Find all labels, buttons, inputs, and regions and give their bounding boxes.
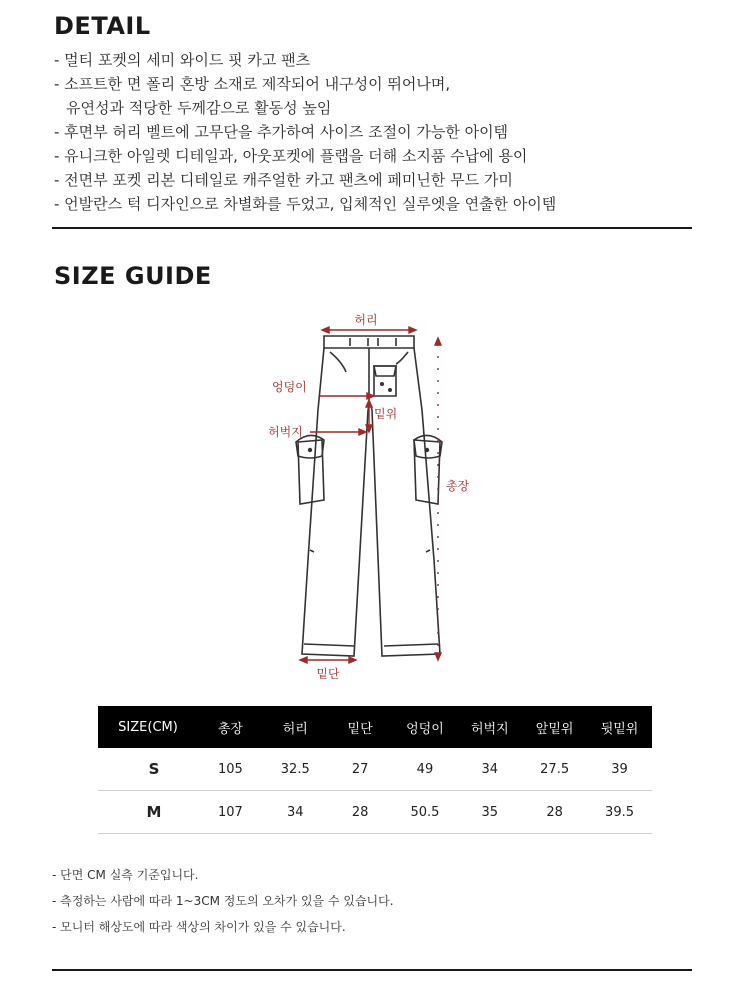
table-row (98, 748, 652, 791)
detail-list (54, 48, 556, 216)
hem-label: 밑단 (316, 667, 340, 681)
header-cell: 허벅지 (457, 706, 522, 748)
value-cell: 32.5 (263, 748, 328, 791)
note-line: - 측정하는 사람에 따라 1~3CM 정도의 오차가 있을 수 있습니다. (52, 894, 394, 908)
arrowhead (359, 429, 366, 435)
size-cell: S (98, 748, 198, 791)
header-cell: 밑단 (328, 706, 393, 748)
header-cell: SIZE(CM) (98, 706, 198, 748)
header-cell: 총장 (198, 706, 263, 748)
size-table-header-row (98, 706, 652, 748)
size-notes (52, 862, 394, 940)
header-cell: 앞밑위 (522, 706, 587, 748)
arrowhead (349, 657, 356, 663)
value-cell: 105 (198, 748, 263, 791)
value-cell: 50.5 (393, 791, 458, 834)
detail-line: - 언발란스 턱 디자인으로 차별화를 두었고, 입체적인 실루엣을 연출한 아이템 (54, 195, 557, 213)
value-cell: 34 (457, 748, 522, 791)
divider (52, 227, 692, 229)
size-table (98, 706, 652, 834)
detail-line: - 소프트한 면 폴리 혼방 소재로 제작되어 내구성이 뛰어나며, (54, 75, 451, 93)
value-cell: 107 (198, 791, 263, 834)
arrowhead (435, 338, 441, 345)
detail-line: - 유니크한 아일렛 디테일과, 아웃포켓에 플랩을 더해 소지품 수납에 용이 (54, 147, 528, 165)
waist-label: 허리 (354, 313, 378, 327)
hip-label: 엉덩이 (272, 380, 307, 394)
detail-line: - 전면부 포켓 리본 디테일로 캐주얼한 카고 팬츠에 페미닌한 무드 가미 (54, 171, 513, 189)
value-cell: 35 (457, 791, 522, 834)
detail-line: - 후면부 허리 벨트에 고무단을 추가하여 사이즈 조절이 가능한 아이템 (54, 123, 509, 141)
length-label: 총장 (446, 479, 470, 493)
table-row (98, 791, 652, 834)
size-guide-title: SIZE GUIDE (54, 262, 212, 290)
value-cell: 27.5 (522, 748, 587, 791)
pants-outline (296, 336, 442, 656)
header-cell: 뒷밑위 (587, 706, 652, 748)
size-cell: M (98, 791, 198, 834)
divider (52, 969, 692, 971)
arrowhead (367, 393, 374, 399)
arrowhead (322, 327, 329, 333)
detail-title: DETAIL (54, 12, 151, 40)
header-cell: 허리 (263, 706, 328, 748)
value-cell: 39 (587, 748, 652, 791)
value-cell: 34 (263, 791, 328, 834)
detail-line: - 멀티 포켓의 세미 와이드 핏 카고 팬츠 (54, 51, 311, 69)
pants-measurement-diagram (250, 300, 500, 690)
arrowhead (435, 653, 441, 660)
detail-line: 유연성과 적당한 두께감으로 활동성 높임 (66, 99, 332, 117)
note-line: - 단면 CM 실측 기준입니다. (52, 868, 199, 882)
arrowhead (366, 400, 372, 407)
value-cell: 49 (393, 748, 458, 791)
note-line: - 모니터 해상도에 따라 색상의 차이가 있을 수 있습니다. (52, 920, 346, 934)
rise-label: 밑위 (374, 407, 398, 421)
value-cell: 39.5 (587, 791, 652, 834)
header-cell: 엉덩이 (393, 706, 458, 748)
value-cell: 28 (328, 791, 393, 834)
thigh-label: 허벅지 (268, 425, 303, 439)
value-cell: 28 (522, 791, 587, 834)
value-cell: 27 (328, 748, 393, 791)
arrowhead (300, 657, 307, 663)
arrowhead (409, 327, 416, 333)
